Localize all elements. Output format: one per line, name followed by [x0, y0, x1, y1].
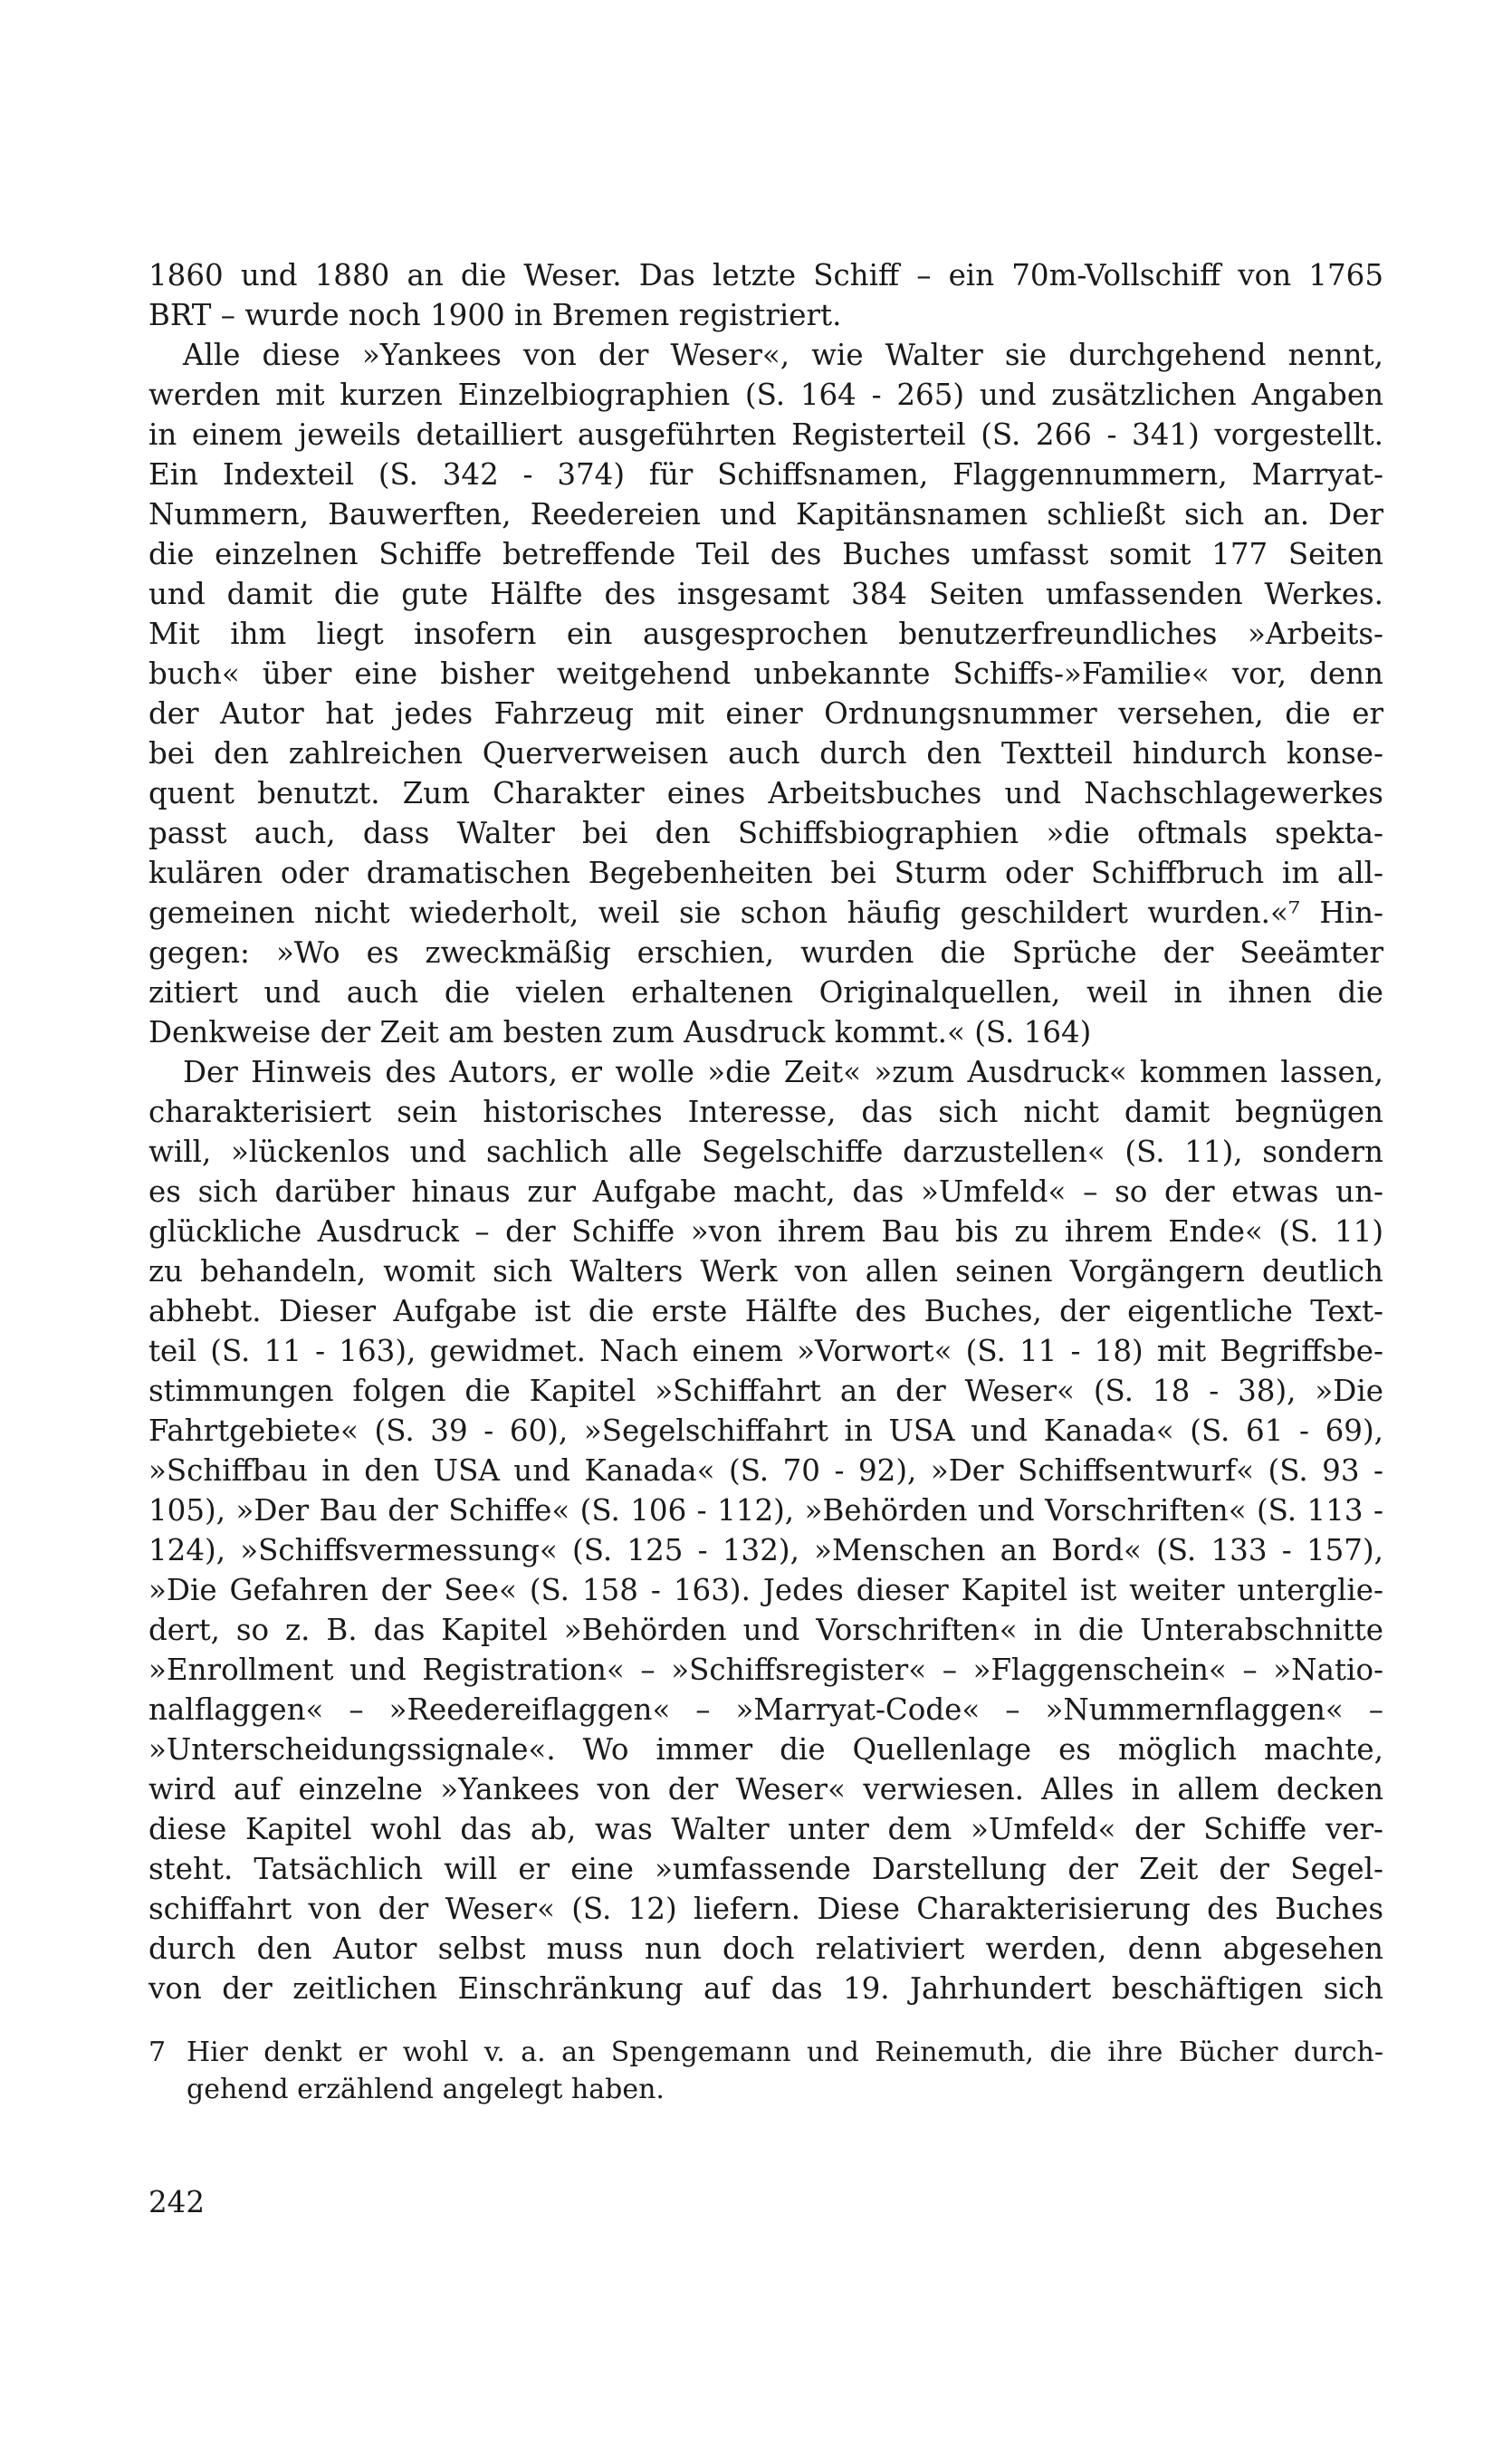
- text-line: stimmungen folgen die Kapitel »Schiffahrt an der Weser« (S. 18 - 38), »Die: [148, 1374, 1383, 1408]
- text-line: und damit die gute Hälfte des insgesamt 384 Seiten umfassenden Werkes.: [148, 577, 1383, 611]
- text-line: werden mit kurzen Einzelbiographien (S. 164 - 265) und zusätzlichen Angaben: [148, 378, 1383, 412]
- footnote-line: [148, 2034, 1383, 2071]
- text-line: will, »lückenlos und sachlich alle Segelschiffe darzustellen« (S. 11), sondern: [148, 1135, 1383, 1169]
- text-line: Der Hinweis des Autors, er wolle »die Zeit« »zum Ausdruck« kommen lassen,: [183, 1055, 1383, 1089]
- text-line: es sich darüber hinaus zur Aufgabe macht, das »Umfeld« – so der etwas un-: [148, 1174, 1383, 1209]
- text-line: der Autor hat jedes Fahrzeug mit einer Ordnungsnummer versehen, die er: [148, 696, 1383, 731]
- text-line: durch den Autor selbst muss nun doch relativiert werden, denn abgesehen: [148, 1931, 1383, 1966]
- footnote-number: 7: [148, 2037, 167, 2068]
- text-line: kulären oder dramatischen Begebenheiten bei Sturm oder Schiffbruch im all-: [148, 856, 1383, 890]
- footnote-text: gehend erzählend angelegt haben.: [187, 2074, 665, 2105]
- text-line: diese Kapitel wohl das ab, was Walter unter dem »Umfeld« der Schiffe ver-: [148, 1812, 1383, 1846]
- text-line: 1860 und 1880 an die Weser. Das letzte Schiff – ein 70m-Vollschiff von 1765: [148, 258, 1383, 292]
- text-line: »Die Gefahren der See« (S. 158 - 163). Jedes dieser Kapitel ist weiter unterglie-: [148, 1573, 1383, 1607]
- text-line: bei den zahlreichen Querverweisen auch durch den Textteil hindurch konse-: [148, 736, 1383, 771]
- text-line: BRT – wurde noch 1900 in Bremen registriert.: [148, 298, 842, 332]
- text-line: zu behandeln, womit sich Walters Werk von allen seinen Vorgängern deutlich: [148, 1254, 1383, 1289]
- text-line: in einem jeweils detailliert ausgeführten Registerteil (S. 266 - 341) vorgestellt.: [148, 417, 1383, 452]
- text-line: 105), »Der Bau der Schiffe« (S. 106 - 112), »Behörden und Vorschriften« (S. 113 -: [148, 1493, 1383, 1528]
- text-line: glückliche Ausdruck – der Schiffe »von ihrem Bau bis zu ihrem Ende« (S. 11): [148, 1214, 1383, 1249]
- text-line: »Schiffbau in den USA und Kanada« (S. 70 - 92), »Der Schiffsentwurf« (S. 93 -: [148, 1453, 1383, 1488]
- footnote-text: Hier denkt er wohl v. a. an Spengemann und Reinemuth, die ihre Bücher durch-: [187, 2037, 1383, 2068]
- text-line: nalflaggen« – »Reedereiflaggen« – »Marryat-Code« – »Nummernflaggen« –: [148, 1692, 1383, 1727]
- text-line: 124), »Schiffsvermessung« (S. 125 - 132), »Menschen an Bord« (S. 133 - 157),: [148, 1533, 1383, 1567]
- text-line: steht. Tatsächlich will er eine »umfassende Darstellung der Zeit der Segel-: [148, 1852, 1383, 1886]
- text-line: passt auch, dass Walter bei den Schiffsbiographien »die oftmals spekta-: [148, 816, 1383, 850]
- text-line: abhebt. Dieser Aufgabe ist die erste Hälfte des Buches, der eigentliche Text-: [148, 1294, 1383, 1328]
- text-line: dert, so z. B. das Kapitel »Behörden und Vorschriften« in die Unterabschnitte: [148, 1613, 1383, 1647]
- footnote: [148, 2034, 1383, 2108]
- text-line: Nummern, Bauwerften, Reedereien und Kapitänsnamen schließt sich an. Der: [148, 497, 1383, 532]
- footnote-line: [148, 2071, 1383, 2108]
- text-line: Mit ihm liegt insofern ein ausgesprochen benutzerfreundliches »Arbeits-: [148, 617, 1383, 651]
- text-line: zitiert und auch die vielen erhaltenen Originalquellen, weil in ihnen die: [148, 975, 1383, 1010]
- text-line: »Unterscheidungssignale«. Wo immer die Quellenlage es möglich machte,: [148, 1732, 1383, 1767]
- text-line: Denkweise der Zeit am besten zum Ausdruck kommt.« (S. 164): [148, 1015, 1092, 1049]
- text-line: charakterisiert sein historisches Interesse, das sich nicht damit begnügen: [148, 1095, 1383, 1129]
- text-line: von der zeitlichen Einschränkung auf das 19. Jahrhundert beschäftigen sich: [148, 1971, 1383, 2006]
- text-line: Fahrtgebiete« (S. 39 - 60), »Segelschiffahrt in USA und Kanada« (S. 61 - 69),: [148, 1414, 1383, 1448]
- text-line: quent benutzt. Zum Charakter eines Arbeitsbuches und Nachschlagewerkes: [148, 776, 1383, 810]
- text-line: Alle diese »Yankees von der Weser«, wie Walter sie durchgehend nennt,: [183, 338, 1383, 372]
- text-line: Ein Indexteil (S. 342 - 374) für Schiffsnamen, Flaggennummern, Marryat-: [148, 457, 1383, 492]
- page-number: 242: [148, 2185, 206, 2219]
- body-text: [148, 255, 1383, 2008]
- text-line: gemeinen nicht wiederholt, weil sie schon häufig geschildert wurden.«⁷ Hin-: [148, 896, 1383, 930]
- text-line: die einzelnen Schiffe betreffende Teil des Buches umfasst somit 177 Seiten: [148, 537, 1383, 571]
- text-line: »Enrollment und Registration« – »Schiffsregister« – »Flaggenschein« – »Natio-: [148, 1653, 1383, 1687]
- text-line: wird auf einzelne »Yankees von der Weser« verwiesen. Alles in allem decken: [148, 1772, 1383, 1807]
- text-line: teil (S. 11 - 163), gewidmet. Nach einem »Vorwort« (S. 11 - 18) mit Begriffsbe-: [148, 1334, 1383, 1368]
- text-line: buch« über eine bisher weitgehend unbekannte Schiffs-»Familie« vor, denn: [148, 656, 1383, 691]
- text-line: schiffahrt von der Weser« (S. 12) liefern. Diese Charakterisierung des Buches: [148, 1892, 1383, 1926]
- text-line: gegen: »Wo es zweckmäßig erschien, wurden die Sprüche der Seeämter: [148, 935, 1383, 970]
